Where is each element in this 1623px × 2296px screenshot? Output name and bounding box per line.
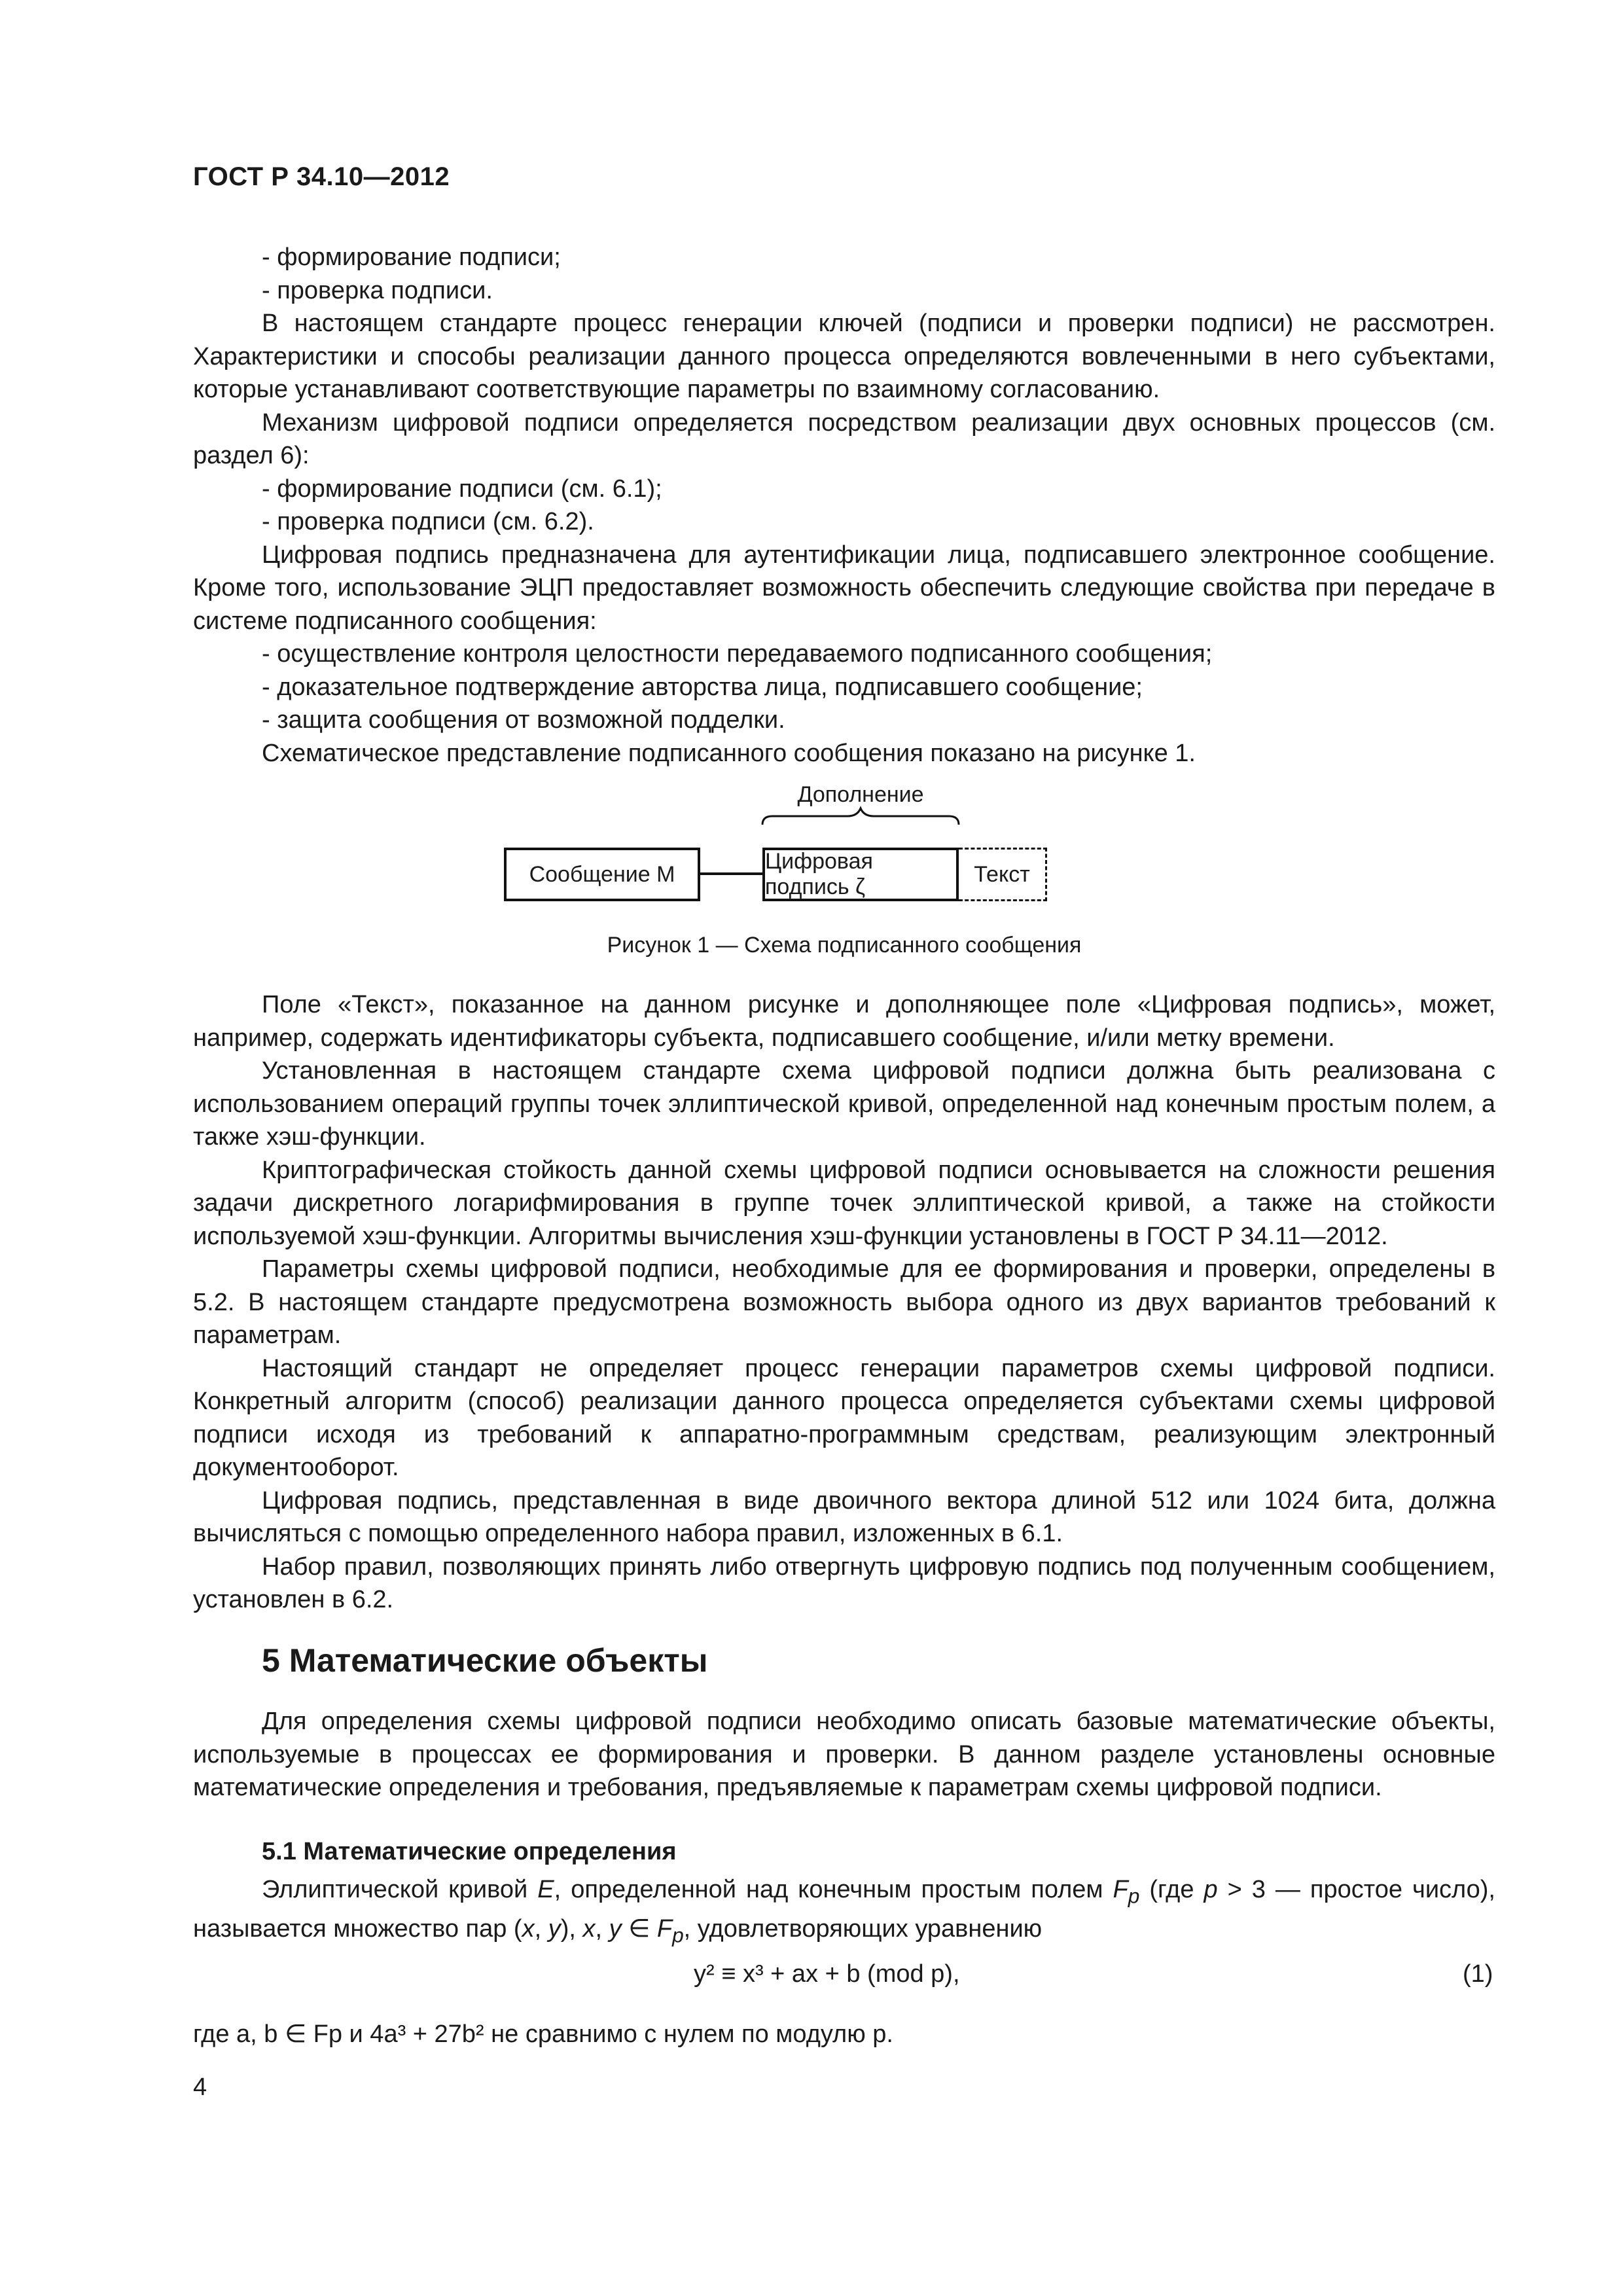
paragraph: Установленная в настоящем стандарте схема цифровой подписи должна быть реализована с использованием операций группы точек эллиптической кривой, определенной над конечным простым полем, а также хэш-функции. — [193, 1057, 1495, 1151]
paragraph: Схематическое представление подписанного сообщения показано на рисунке 1. — [262, 739, 1196, 767]
brace-shape — [762, 808, 959, 825]
page-number: 4 — [193, 2073, 207, 2101]
list-item: - проверка подписи. — [262, 276, 493, 304]
intro-text-block — [193, 241, 1495, 770]
signed-message-diagram — [504, 782, 1198, 920]
list-item: - формирование подписи (см. 6.1); — [262, 475, 662, 503]
paragraph: Настоящий стандарт не определяет процесс генерации параметров схемы цифровой подписи. Конкретный алгоритм (способ) реализации данного процесса определяется субъектами схемы цифровой подписи исходя из требований к аппаратно-программным средствам, реализующим электронный документооборот. — [193, 1354, 1495, 1481]
paragraph: Набор правил, позволяющих принять либо отвергнуть цифровую подпись под полученным сообщением, установлен в 6.2. — [193, 1552, 1495, 1613]
paragraph: Криптографическая стойкость данной схемы цифровой подписи основывается на сложности решения задачи дискретного логарифмирования в группе точек эллиптической кривой, а также на стойкости используемой хэш-функции. Алгоритмы вычисления хэш-функции установлены в ГОСТ Р 34.11—2012. — [193, 1156, 1495, 1250]
paragraph: Механизм цифровой подписи определяется посредством реализации двух основных процессов (см. раздел 6): — [193, 408, 1495, 469]
list-item: - формирование подписи; — [262, 243, 561, 271]
subsection-title: 5.1 Математические определения — [262, 1838, 677, 1865]
message-box — [504, 848, 700, 901]
main-text-block — [193, 988, 1495, 1617]
paragraph: Цифровая подпись, представленная в виде двоичного вектора длиной 512 или 1024 бита, должна вычисляться с помощью определенного набора правил, изложенных в 6.1. — [193, 1486, 1495, 1547]
section-title: 5 Математические объекты — [262, 1642, 708, 1679]
list-item: - защита сообщения от возможной подделки. — [262, 706, 785, 734]
definition-paragraph: Эллиптической кривой E, определенной над конечным простым полем $F_p$ (где p > 3 — простое число), называется множество пар (x, y), x, y ∈ $F_p$, удовлетворяющих уравнению — [193, 1876, 1495, 1947]
paragraph: Поле «Текст», показанное на данном рисунке и дополняющее поле «Цифровая подпись», может, например, содержать идентификаторы субъекта, подписавшего сообщение, и/или метку времени. — [193, 991, 1495, 1052]
message-box-label: Сообщение M — [529, 861, 675, 887]
equation-number: (1) — [1463, 1960, 1493, 1988]
list-item: - осуществление контроля целостности передаваемого подписанного сообщения; — [262, 640, 1213, 668]
brace-label: Дополнение — [797, 782, 924, 807]
signature-box — [762, 848, 959, 901]
text-box — [959, 848, 1047, 901]
signature-box-label: Цифровая подпись ζ — [765, 849, 873, 899]
paragraph: Цифровая подпись предназначена для аутентификации лица, подписавшего электронное сообщение. Кроме того, использование ЭЦП предоставляет возможность обеспечить следующие свойства при передаче в системе подписанного сообщения: — [193, 541, 1495, 635]
figure-caption: Рисунок 1 — Схема подписанного сообщения — [607, 933, 1082, 958]
where-line: где a, b ∈ Fp и 4a³ + 27b² не сравнимо с нулем по модулю p. — [193, 2020, 893, 2048]
definition-block — [193, 1873, 1495, 1952]
paragraph: Параметры схемы цифровой подписи, необходимые для ее формирования и проверки, определены в 5.2. В настоящем стандарте предусмотрена возможность выбора одного из двух вариантов требований к параметрам. — [193, 1255, 1495, 1349]
section-text-block — [193, 1705, 1495, 1804]
text-box-label: Текст — [974, 861, 1030, 887]
equation: y² ≡ x³ + ax + b (mod p), — [694, 1960, 960, 1988]
list-item: - доказательное подтверждение авторства лица, подписавшего сообщение; — [262, 673, 1143, 701]
list-item: - проверка подписи (см. 6.2). — [262, 508, 594, 535]
paragraph: Для определения схемы цифровой подписи необходимо описать базовые математические объекты, используемые в процессах ее формирования и проверки. В данном разделе установлены основные математические определения и требования, предъявляемые к параметрам схемы цифровой подписи. — [193, 1708, 1495, 1801]
document-header: ГОСТ Р 34.10—2012 — [193, 162, 450, 191]
paragraph: В настоящем стандарте процесс генерации ключей (подписи и проверки подписи) не рассмотрен. Характеристики и способы реализации данного процесса определяются вовлеченными в него субъектами, которые устанавливают соответствующие параметры по взаимному согласованию. — [193, 310, 1495, 403]
